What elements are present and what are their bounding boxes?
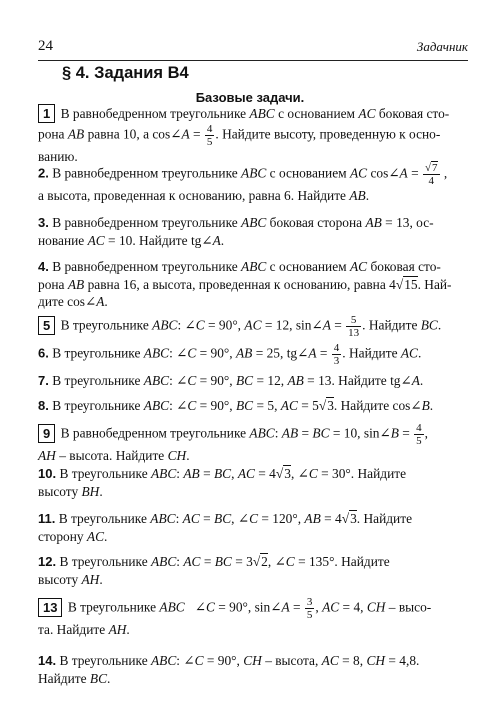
- problem-14: 14. В треугольнике ABC: ∠C = 90°, CH – высота, AC = 8, CH = 4,8. Найдите BC.: [38, 653, 420, 686]
- problem-11: 11. В треугольнике ABC: AC = BC, ∠C = 120°, AB = 4√3. Найдите сторону AC.: [38, 511, 413, 544]
- problem-number-box: 13: [38, 598, 62, 617]
- section-title: § 4. Задания В4: [62, 64, 189, 82]
- problem-6: 6. В треугольнике ABC: ∠C = 90°, AB = 25, tg∠A = $\frac{4}{3}$ . Найдите AC.: [38, 342, 422, 368]
- problem-1: 1 В равнобедренном треугольнике ABC с основанием AC боковая сто- рона AB равна 10, а cos∠A = $\frac{4}{5}$ . Найдите высоту, проведенную к осно- ванию.: [38, 106, 450, 165]
- problem-3: 3. В равнобедренном треугольнике ABC боковая сторона AB = 13, ос- нование AC = 10. Найдите tg∠A.: [38, 215, 434, 248]
- problem-2: 2. В равнобедренном треугольнике ABC с основанием AC cos∠A = $\frac{√7}{4}$ , а высота, проведенная к основанию, равна 6. Найдите AB.: [38, 162, 448, 204]
- problem-9: 9 В равнобедренном треугольнике ABC: AB = BC = 10, sin∠B = $\frac{4}{5}$ , AH – высота. Найдите CH.: [38, 422, 429, 464]
- fraction: $\frac{5}{13}$: [348, 314, 360, 340]
- fraction: $\frac{3}{5}$: [306, 596, 313, 622]
- page-header: [38, 38, 468, 61]
- fraction: $\frac{4}{3}$: [333, 342, 340, 368]
- page-number: 24: [38, 38, 53, 54]
- problem-5: 5 В треугольнике ABC: ∠C = 90°, AC = 12, sin∠A = $\frac{5}{13}$ . Найдите BC.: [38, 314, 470, 339]
- problem-13: 13 В треугольнике ABC ∠C = 90°, sin∠A = $\frac{3}{5}$ , AC = 4, CH – высо- та. Найдите AH.: [38, 596, 432, 638]
- problem-4: 4. В равнобедренном треугольнике ABC с основанием AC боковая сто- рона AB равна 16, а высота, проведенная к основанию, равна 4√15. Най- дите cos∠A.: [38, 259, 452, 310]
- problem-number-box: 5: [38, 316, 55, 335]
- subsection-title: Базовые задачи.: [195, 90, 305, 105]
- problem-12: 12. В треугольнике ABC: AC = BC = 3√2, ∠C = 135°. Найдите высоту AH.: [38, 554, 390, 587]
- fraction: $\frac{√7}{4}$: [424, 162, 438, 188]
- fraction: $\frac{4}{5}$: [416, 422, 422, 448]
- problem-number-box: 9: [38, 424, 55, 443]
- running-head: Задачник: [416, 39, 468, 54]
- problem-10: 10. В треугольнике ABC: AB = BC, AC = 4√3, ∠C = 30°. Найдите высоту BH.: [38, 466, 407, 499]
- problem-8: 8. В треугольнике ABC: ∠C = 90°, BC = 5, AC = 5√3. Найдите cos∠B.: [38, 398, 434, 413]
- problem-7: 7. В треугольнике ABC: ∠C = 90°, BC = 12, AB = 13. Найдите tg∠A.: [38, 373, 424, 388]
- problem-number-box: 1: [38, 104, 55, 123]
- fraction: $\frac{4}{5}$: [206, 123, 213, 149]
